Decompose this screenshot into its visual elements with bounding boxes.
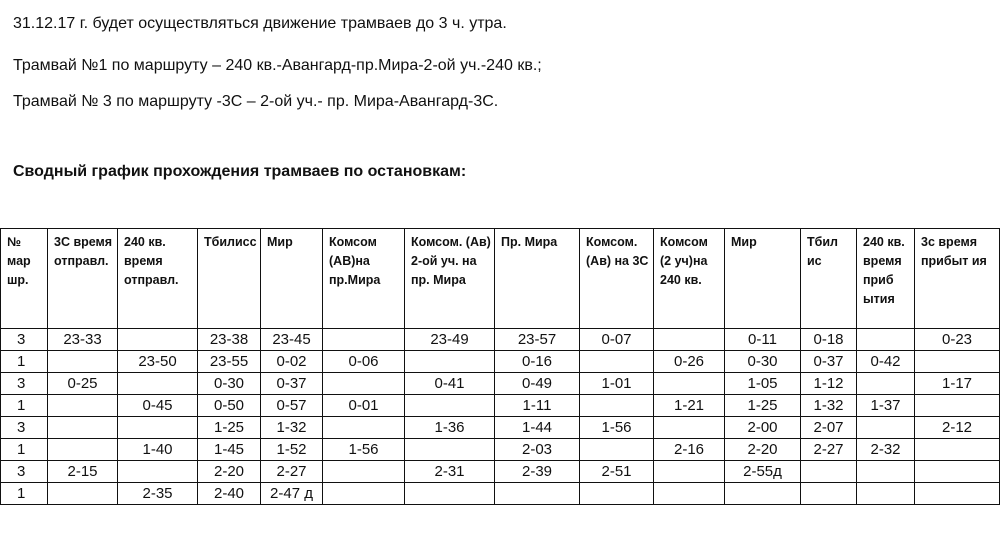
table-cell [654,483,725,505]
table-cell: 1 [1,351,48,373]
header-row [1,229,1000,329]
table-cell [118,329,198,351]
table-cell: 1-05 [725,373,801,395]
table-cell: 23-57 [495,329,580,351]
table-cell [801,483,857,505]
schedule-heading: Сводный график прохождения трамваев по остановкам: [13,163,467,180]
table-cell: 2-51 [580,461,654,483]
table-cell: 2-32 [857,439,915,461]
table-cell [654,373,725,395]
table-cell: 0-11 [725,329,801,351]
table-cell: 0-45 [118,395,198,417]
table-cell: 1-25 [198,417,261,439]
table-cell: 0-16 [495,351,580,373]
table-cell: 1 [1,483,48,505]
table-row [1,329,1000,351]
header-cell: 3С время отправл. [48,229,118,329]
table-cell: 2-07 [801,417,857,439]
table-cell: 1 [1,395,48,417]
table-cell [405,439,495,461]
table-cell [725,483,801,505]
table-row [1,351,1000,373]
header-cell: Комсом (АВ)на пр.Мира [323,229,405,329]
table-cell: 1-36 [405,417,495,439]
table-cell [495,483,580,505]
table-cell: 2-40 [198,483,261,505]
table-row [1,417,1000,439]
table-cell: 2-20 [725,439,801,461]
table-cell [118,417,198,439]
table-cell [580,439,654,461]
table-cell: 1-11 [495,395,580,417]
header-cell: Мир [261,229,323,329]
table-cell: 23-50 [118,351,198,373]
table-row [1,395,1000,417]
table-cell: 2-47 д [261,483,323,505]
table-cell: 2-31 [405,461,495,483]
table-cell [915,461,1000,483]
table-cell: 1-32 [261,417,323,439]
table-cell: 2-27 [801,439,857,461]
table-cell [405,395,495,417]
notice-line-3: Трамвай № 3 по маршруту -3С – 2-ой уч.- пр. Мира-Авангард-3С. [13,93,499,110]
table-cell [915,351,1000,373]
table-cell: 0-06 [323,351,405,373]
table-cell: 23-33 [48,329,118,351]
table-cell: 1 [1,439,48,461]
table-cell [654,417,725,439]
table-cell: 2-16 [654,439,725,461]
header-cell: Тбилисс [198,229,261,329]
header-cell: Пр. Мира [495,229,580,329]
table-cell: 2-15 [48,461,118,483]
table-cell: 2-03 [495,439,580,461]
table-cell: 0-25 [48,373,118,395]
table-row [1,461,1000,483]
header-cell: Комсом. (Ав) на 3С [580,229,654,329]
table-cell: 1-37 [857,395,915,417]
table-cell [915,395,1000,417]
table-cell [48,395,118,417]
table-cell: 0-30 [198,373,261,395]
table-cell: 2-27 [261,461,323,483]
table-cell: 0-07 [580,329,654,351]
table-cell: 2-39 [495,461,580,483]
table-cell: 1-32 [801,395,857,417]
table-cell [915,483,1000,505]
table-row [1,373,1000,395]
table-cell [857,483,915,505]
table-cell: 1-52 [261,439,323,461]
table-cell [405,351,495,373]
table-cell: 2-12 [915,417,1000,439]
table-cell: 2-20 [198,461,261,483]
notice-line-2: Трамвай №1 по маршруту – 240 кв.-Авангард-пр.Мира-2-ой уч.-240 кв.; [13,57,542,74]
table-cell: 1-21 [654,395,725,417]
header-cell: 240 кв. время отправл. [118,229,198,329]
table-cell: 3 [1,373,48,395]
header-cell: Комсом (2 уч)на 240 кв. [654,229,725,329]
table-cell: 1-17 [915,373,1000,395]
table-cell: 1-01 [580,373,654,395]
table-cell [323,483,405,505]
table-cell: 0-30 [725,351,801,373]
table-cell [48,417,118,439]
table-cell [654,329,725,351]
table-row [1,439,1000,461]
table-cell: 23-55 [198,351,261,373]
table-cell: 2-35 [118,483,198,505]
table-cell [580,351,654,373]
table-cell: 0-41 [405,373,495,395]
table-cell: 23-45 [261,329,323,351]
table-cell [48,439,118,461]
table-cell [857,461,915,483]
table-cell [323,417,405,439]
table-cell: 0-37 [261,373,323,395]
table-cell: 0-23 [915,329,1000,351]
table-cell [857,417,915,439]
table-cell [118,373,198,395]
table-cell: 1-44 [495,417,580,439]
table-cell: 3 [1,417,48,439]
table-cell [48,351,118,373]
table-cell: 2-00 [725,417,801,439]
header-cell: 3с время прибыт ия [915,229,1000,329]
table-cell: 0-01 [323,395,405,417]
table-cell [323,373,405,395]
table-cell [118,461,198,483]
header-cell: Комсом. (Ав) 2-ой уч. на пр. Мира [405,229,495,329]
table-cell: 0-57 [261,395,323,417]
table-cell [915,439,1000,461]
table-cell: 0-50 [198,395,261,417]
table-cell: 0-18 [801,329,857,351]
header-cell: 240 кв. время приб ытия [857,229,915,329]
table-cell [323,329,405,351]
table-cell: 0-26 [654,351,725,373]
table-cell [580,483,654,505]
table-cell [48,483,118,505]
table-row [1,483,1000,505]
table-cell: 1-12 [801,373,857,395]
table-cell: 1-56 [323,439,405,461]
header-cell: № мар шр. [1,229,48,329]
table-cell: 0-42 [857,351,915,373]
table-cell [654,461,725,483]
table-cell [857,373,915,395]
table-cell: 3 [1,461,48,483]
header-cell: Мир [725,229,801,329]
table-cell: 3 [1,329,48,351]
table-cell: 1-56 [580,417,654,439]
table-cell: 1-40 [118,439,198,461]
table-cell: 0-37 [801,351,857,373]
table-cell: 1-25 [725,395,801,417]
table-cell [405,483,495,505]
table-cell: 0-02 [261,351,323,373]
table-cell [580,395,654,417]
table-cell [323,461,405,483]
table-cell: 23-38 [198,329,261,351]
table-cell [801,461,857,483]
table-cell: 2-55д [725,461,801,483]
notice-line-1: 31.12.17 г. будет осуществляться движение трамваев до 3 ч. утра. [13,15,507,32]
table-cell [857,329,915,351]
table-cell: 0-49 [495,373,580,395]
schedule-table [0,228,1000,505]
table-cell: 1-45 [198,439,261,461]
header-cell: Тбил ис [801,229,857,329]
table-cell: 23-49 [405,329,495,351]
